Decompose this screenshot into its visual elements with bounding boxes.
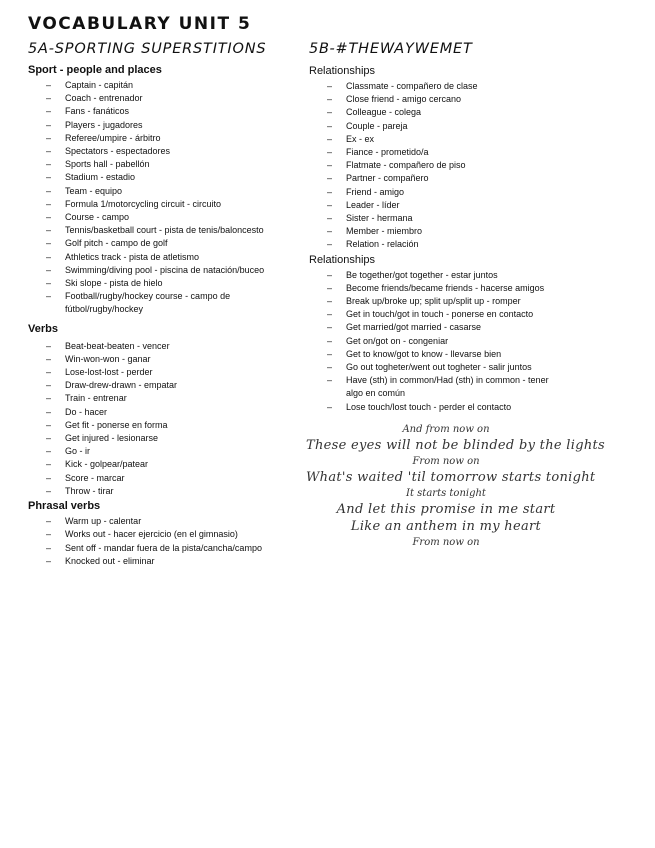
vocab-list-relationships	[309, 80, 609, 252]
right-subtitle: 5B-#THEWAYWEMET	[309, 41, 473, 57]
left-column	[28, 64, 303, 568]
list-item-continuation	[28, 303, 303, 316]
list-item: – Players - jugadores	[28, 119, 303, 132]
list-item: – Course - campo	[28, 211, 303, 224]
list-item: – Lose touch/lost touch - perder el contacto	[309, 401, 609, 414]
list-item: – Leader - líder	[309, 199, 609, 212]
list-item: – Be together/got together - estar juntos	[309, 269, 609, 282]
handwritten-lyrics	[306, 422, 606, 550]
right-column	[309, 65, 609, 414]
lyric-line: It starts tonight	[406, 488, 486, 499]
list-item: – Golf pitch - campo de golf	[28, 237, 303, 250]
list-item: – Fans - fanáticos	[28, 105, 303, 118]
list-item: – Friend - amigo	[309, 186, 609, 199]
list-item: – Fiance - prometido/a	[309, 146, 609, 159]
list-item: – Coach - entrenador	[28, 92, 303, 105]
lyric-line: And from now on	[402, 424, 490, 435]
vocab-list-phrasal-verbs	[28, 515, 303, 568]
list-item: – Win-won-won - ganar	[28, 353, 303, 366]
list-item: – Sent off - mandar fuera de la pista/cancha/campo	[28, 542, 303, 555]
list-item: – Classmate - compañero de clase	[309, 80, 609, 93]
page-title: VOCABULARY UNIT 5	[28, 14, 252, 34]
list-item: – Swimming/diving pool - piscina de natación/buceo	[28, 264, 303, 277]
list-item: – Get to know/got to know - llevarse bien	[309, 348, 609, 361]
list-item: – Works out - hacer ejercicio (en el gimnasio)	[28, 528, 303, 541]
list-item: – Member - miembro	[309, 225, 609, 238]
list-item: – Captain - capitán	[28, 79, 303, 92]
list-item: – Football/rugby/hockey course - campo de	[28, 290, 303, 303]
list-item: – Sister - hermana	[309, 212, 609, 225]
list-item: – Flatmate - compañero de piso	[309, 159, 609, 172]
vocab-list-relationship-verbs	[309, 269, 609, 414]
list-item: – Get in touch/got in touch - ponerse en contacto	[309, 308, 609, 321]
section-heading: Sport - people and places	[28, 64, 162, 76]
list-item: – Colleague - colega	[309, 106, 609, 119]
lyric-line: And let this promise in me start	[336, 502, 556, 517]
list-item: – Lose-lost-lost - perder	[28, 366, 303, 379]
list-item: – Warm up - calentar	[28, 515, 303, 528]
lyric-line: What's waited 'til tomorrow starts tonight	[306, 470, 596, 485]
list-item: – Spectators - espectadores	[28, 145, 303, 158]
list-item: – Stadium - estadio	[28, 171, 303, 184]
list-item: – Couple - pareja	[309, 120, 609, 133]
list-item: – Team - equipo	[28, 185, 303, 198]
list-item: – Become friends/became friends - hacerse amigos	[309, 282, 609, 295]
list-item: – Tennis/basketball court - pista de tenis/baloncesto	[28, 224, 303, 237]
list-item: – Draw-drew-drawn - empatar	[28, 379, 303, 392]
left-subtitle: 5A-SPORTING SUPERSTITIONS	[28, 41, 267, 57]
list-item: – Knocked out - eliminar	[28, 555, 303, 568]
list-item: – Close friend - amigo cercano	[309, 93, 609, 106]
list-item: – Formula 1/motorcycling circuit - circuito	[28, 198, 303, 211]
list-item: – Throw - tirar	[28, 485, 303, 498]
vocab-list-verbs	[28, 340, 303, 498]
list-item: – Beat-beat-beaten - vencer	[28, 340, 303, 353]
lyric-line: From now on	[412, 456, 480, 467]
section-heading: Relationships	[309, 65, 376, 77]
list-item: – Get married/got married - casarse	[309, 321, 609, 334]
list-item: – Train - entrenar	[28, 392, 303, 405]
list-item: – Sports hall - pabellón	[28, 158, 303, 171]
list-item: – Go - ir	[28, 445, 303, 458]
section-heading: Phrasal verbs	[28, 500, 101, 513]
vocab-list-sport	[28, 79, 303, 317]
list-item: – Get fit - ponerse en forma	[28, 419, 303, 432]
list-item: – Do - hacer	[28, 406, 303, 419]
list-item: – Athletics track - pista de atletismo	[28, 251, 303, 264]
list-item: – Score - marcar	[28, 472, 303, 485]
list-item: – Get injured - lesionarse	[28, 432, 303, 445]
list-item: – Have (sth) in common/Had (sth) in common - tener	[309, 374, 609, 387]
list-item: – Referee/umpire - árbitro	[28, 132, 303, 145]
lyric-line: Like an anthem in my heart	[350, 519, 542, 534]
list-item: – Ski slope - pista de hielo	[28, 277, 303, 290]
continuation-text: algo en común	[346, 388, 406, 399]
section-heading: Relationships	[309, 253, 376, 266]
continuation-text: fútbol/rugby/hockey	[65, 304, 144, 315]
section-heading: Verbs	[28, 322, 58, 335]
lyric-line: These eyes will not be blinded by the lights	[306, 438, 606, 453]
list-item: – Partner - compañero	[309, 172, 609, 185]
lyric-line: From now on	[412, 537, 480, 548]
list-item: – Get on/got on - congeniar	[309, 335, 609, 348]
list-item-continuation	[309, 387, 609, 400]
list-item: – Relation - relación	[309, 238, 609, 251]
list-item: – Kick - golpear/patear	[28, 458, 303, 471]
list-item: – Break up/broke up; split up/split up - romper	[309, 295, 609, 308]
list-item: – Ex - ex	[309, 133, 609, 146]
list-item: – Go out togheter/went out togheter - salir juntos	[309, 361, 609, 374]
